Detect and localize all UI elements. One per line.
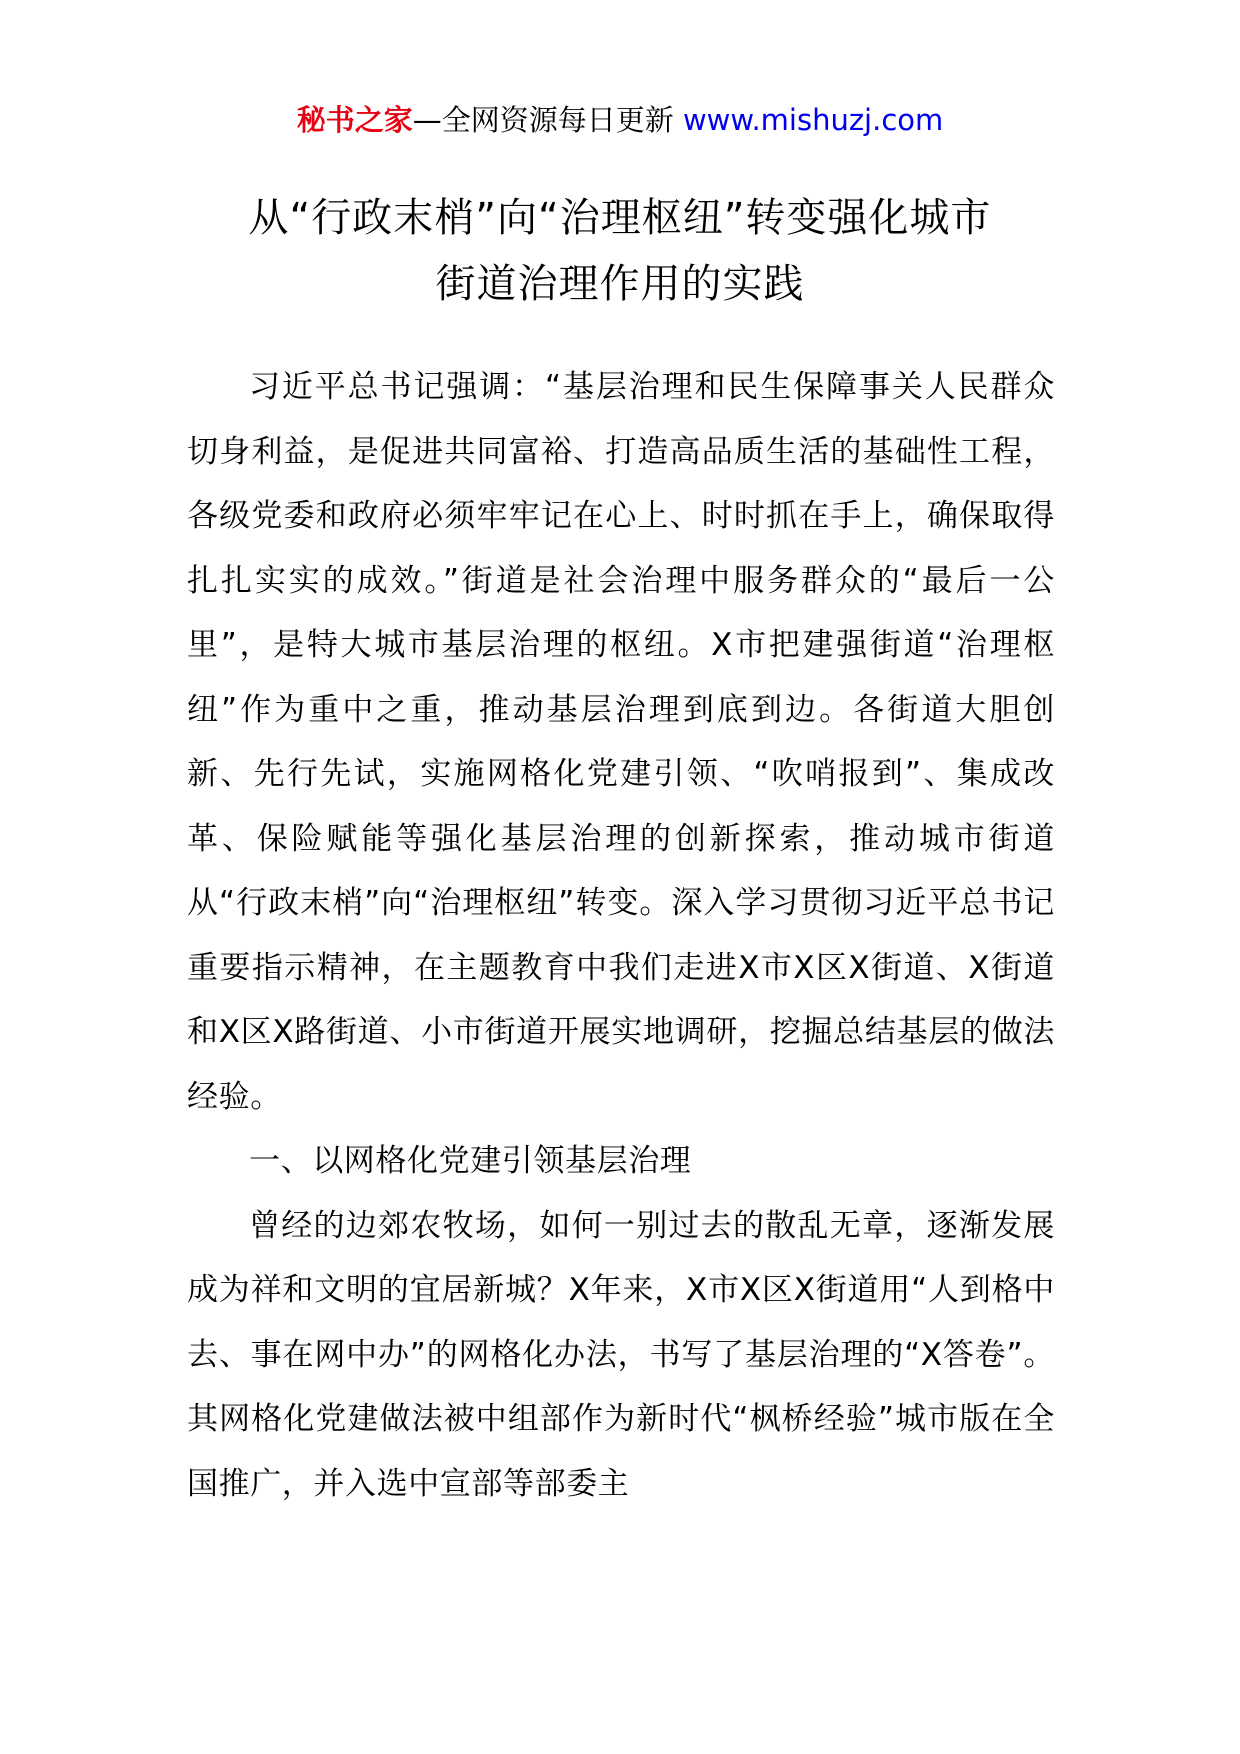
body-paragraph: 曾经的边郊农牧场，如何一别过去的散乱无章，逐渐发展成为祥和文明的宜居新城？X年来，X市X区X街道用“人到格中去、事在网中办”的网格化办法，书写了基层治理的“X答卷”。其网格化党建做法被中组部作为新时代“枫桥经验”城市版在全国推广，并入选中宣部等部委主 [187,1207,1055,1502]
document-body [187,355,1055,1516]
website-link[interactable]: www.mishuzj.com [682,103,944,137]
section-heading: 一、以网格化党建引领基层治理 [249,1143,692,1179]
page-header [0,100,1240,140]
document-title [150,185,1090,317]
brand-name: 秘书之家 [296,103,413,137]
title-line-2: 街道治理作用的实践 [435,260,805,307]
body-paragraph: 习近平总书记强调：“基层治理和民生保障事关人民群众切身利益，是促进共同富裕、打造高品质生活的基础性工程，各级党委和政府必须牢牢记在心上、时时抓在手上，确保取得扎扎实实的成效。”街道是社会治理中服务群众的“最后一公里”，是特大城市基层治理的枢纽。X市把建强街道“治理枢纽”作为重中之重，推动基层治理到底到边。各街道大胆创新、先行先试，实施网格化党建引领、“吹哨报到”、集成改革、保险赋能等强化基层治理的创新探索，推动城市街道从“行政末梢”向“治理枢纽”转变。深入学习贯彻习近平总书记重要指示精神，在主题教育中我们走进X市X区X街道、X街道和X区X路街道、小市街道开展实地调研，挖掘总结基层的做法经验。 [187,369,1055,1115]
title-line-1: 从“行政末梢”向“治理枢纽”转变强化城市 [248,194,992,241]
header-slogan: —全网资源每日更新 [412,103,683,137]
